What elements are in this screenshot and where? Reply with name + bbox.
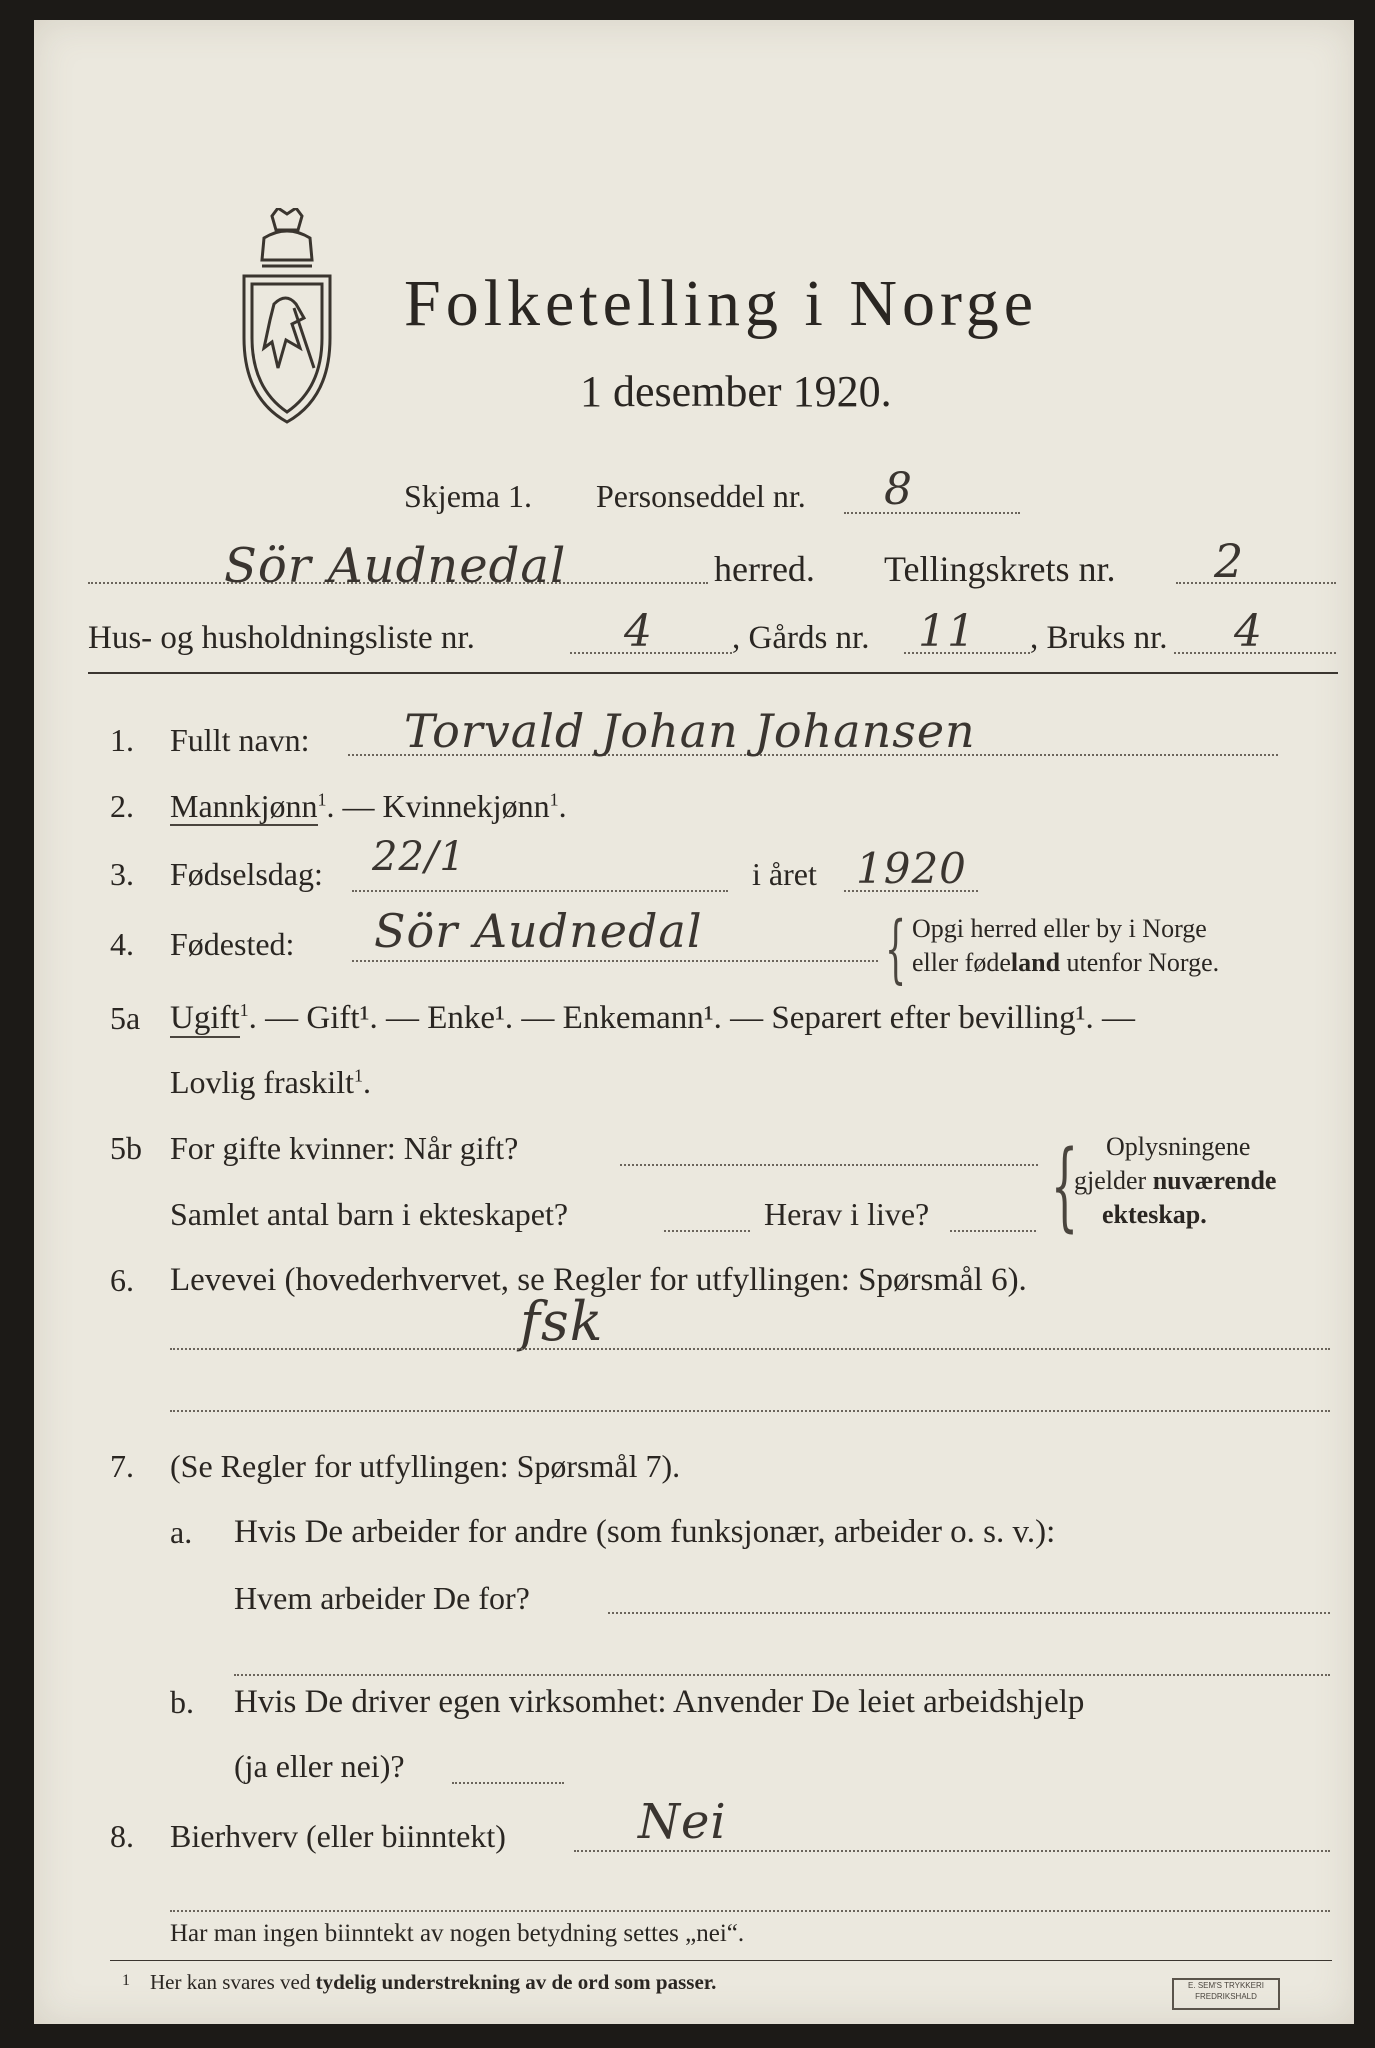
hired-help-line bbox=[452, 1782, 564, 1784]
hus-label: Hus- og husholdningsliste nr. bbox=[88, 620, 475, 656]
q6-line1 bbox=[170, 1348, 1330, 1350]
q8-line bbox=[574, 1850, 1330, 1852]
herred-label: herred. bbox=[714, 549, 815, 589]
q5a-line2: Lovlig fraskilt$^1$. bbox=[170, 1064, 371, 1100]
printer-stamp: E. SEM'S TRYKKERI FREDRIKSHALD bbox=[1172, 1978, 1280, 2010]
census-date: 1 desember 1920. bbox=[580, 367, 892, 416]
q3-number: 3. bbox=[110, 856, 134, 892]
q7b-letter: b. bbox=[170, 1684, 194, 1720]
male-option[interactable]: Mannkjønn bbox=[170, 788, 318, 824]
q3-line bbox=[352, 890, 728, 892]
personseddel-label: Personseddel nr. bbox=[596, 478, 806, 514]
q7a-line2: Hvem arbeider De for? bbox=[234, 1580, 530, 1616]
q4-label: Fødested: bbox=[170, 926, 295, 962]
q1-number: 1. bbox=[110, 722, 134, 758]
employer-line bbox=[608, 1612, 1330, 1614]
herred-value[interactable]: Sör Audnedal bbox=[224, 538, 567, 594]
gards-label: , Gårds nr. bbox=[732, 620, 870, 656]
q7a-letter: a. bbox=[170, 1514, 193, 1550]
footnote-mark: 1 bbox=[122, 1972, 130, 1989]
q5b-alive-label: Herav i live? bbox=[764, 1196, 930, 1232]
header-divider bbox=[88, 672, 1338, 674]
q5b-note1: Oplysningene bbox=[1106, 1132, 1251, 1161]
q4-note-line1: Opgi herred eller by i Norge bbox=[912, 914, 1207, 943]
q7b-line1: Hvis De driver egen virksomhet: Anvender De leiet arbeidshjelp bbox=[234, 1684, 1085, 1720]
alive-line bbox=[950, 1230, 1036, 1232]
q7-label: (Se Regler for utfyllingen: Spørsmål 7). bbox=[170, 1448, 681, 1484]
birthplace-value[interactable]: Sör Audnedal bbox=[374, 904, 703, 958]
personseddel-value[interactable]: 8 bbox=[884, 464, 913, 515]
q4-number: 4. bbox=[110, 926, 134, 962]
q5b-children-label: Samlet antal barn i ekteskapet? bbox=[170, 1196, 569, 1232]
hus-value[interactable]: 4 bbox=[624, 606, 653, 657]
q2-text: Mannkjønn$^1$. — Kvinnekjønn$^1$. bbox=[170, 788, 567, 824]
footer-divider bbox=[110, 1960, 1332, 1961]
personseddel-line bbox=[844, 512, 1020, 514]
full-name-value[interactable]: Torvald Johan Johansen bbox=[404, 704, 976, 758]
q5a-number: 5a bbox=[110, 1000, 141, 1036]
q1-label: Fullt navn: bbox=[170, 722, 310, 758]
q5b-note3: ekteskap. bbox=[1102, 1200, 1207, 1229]
side-income-value[interactable]: Nei bbox=[638, 1794, 727, 1850]
norway-coat-of-arms-icon bbox=[234, 208, 340, 428]
female-option[interactable]: Kvinnekjønn bbox=[382, 788, 550, 824]
q5b-note2: gjelder nuværende bbox=[1074, 1166, 1277, 1195]
tellingskrets-line bbox=[1176, 582, 1336, 584]
q2-number: 2. bbox=[110, 788, 134, 824]
ugift-option[interactable]: Ugift bbox=[170, 1000, 240, 1036]
q5b-number: 5b bbox=[110, 1130, 142, 1166]
married-date-line bbox=[620, 1164, 1038, 1166]
q6-label: Levevei (hovederhvervet, se Regler for utfyllingen: Spørsmål 6). bbox=[170, 1262, 1027, 1298]
bruks-value[interactable]: 4 bbox=[1234, 606, 1263, 657]
bruks-label: , Bruks nr. bbox=[1030, 620, 1168, 656]
q8-line2 bbox=[170, 1910, 1330, 1912]
q7-number: 7. bbox=[110, 1448, 134, 1484]
q8-note: Har man ingen biinntekt av nogen betydning settes „nei“. bbox=[170, 1920, 745, 1947]
q6-number: 6. bbox=[110, 1262, 134, 1298]
q4-brace: { bbox=[884, 906, 907, 992]
q4-note-line2: eller fødeland utenfor Norge. bbox=[912, 948, 1220, 977]
q8-label: Bierhverv (eller biinntekt) bbox=[170, 1818, 506, 1854]
q7b-line2: (ja eller nei)? bbox=[234, 1748, 405, 1784]
q5a-options: Ugift$^1$. — Gift¹. — Enke¹. — Enkemann¹. — Separert efter bevilling¹. — bbox=[170, 1000, 1136, 1036]
employer-line2 bbox=[234, 1674, 1330, 1676]
census-form-sheet bbox=[34, 20, 1354, 2024]
q5b-brace: { bbox=[1050, 1130, 1079, 1242]
birthdate-value[interactable]: 22/1 bbox=[372, 834, 466, 880]
gards-value[interactable]: 11 bbox=[918, 606, 976, 657]
q6-line2 bbox=[170, 1410, 1330, 1412]
tellingskrets-label: Tellingskrets nr. bbox=[884, 549, 1116, 589]
tellingskrets-value[interactable]: 2 bbox=[1214, 534, 1245, 588]
q4-line bbox=[352, 960, 878, 962]
form-title: Folketelling i Norge bbox=[404, 267, 1039, 340]
q3-label: Fødselsdag: bbox=[170, 856, 323, 892]
children-line bbox=[664, 1230, 750, 1232]
birth-year-value[interactable]: 1920 bbox=[856, 844, 967, 893]
q5b-line1: For gifte kvinner: Når gift? bbox=[170, 1130, 519, 1166]
year-label: i året bbox=[752, 856, 817, 892]
footnote-text: Her kan svares ved tydelig understrekning av de ord som passer. bbox=[150, 1970, 717, 1994]
schema-label: Skjema 1. bbox=[404, 478, 532, 514]
occupation-value[interactable]: fsk bbox=[520, 1290, 604, 1353]
q8-number: 8. bbox=[110, 1818, 134, 1854]
q7a-line1: Hvis De arbeider for andre (som funksjonær, arbeider o. s. v.): bbox=[234, 1514, 1056, 1550]
